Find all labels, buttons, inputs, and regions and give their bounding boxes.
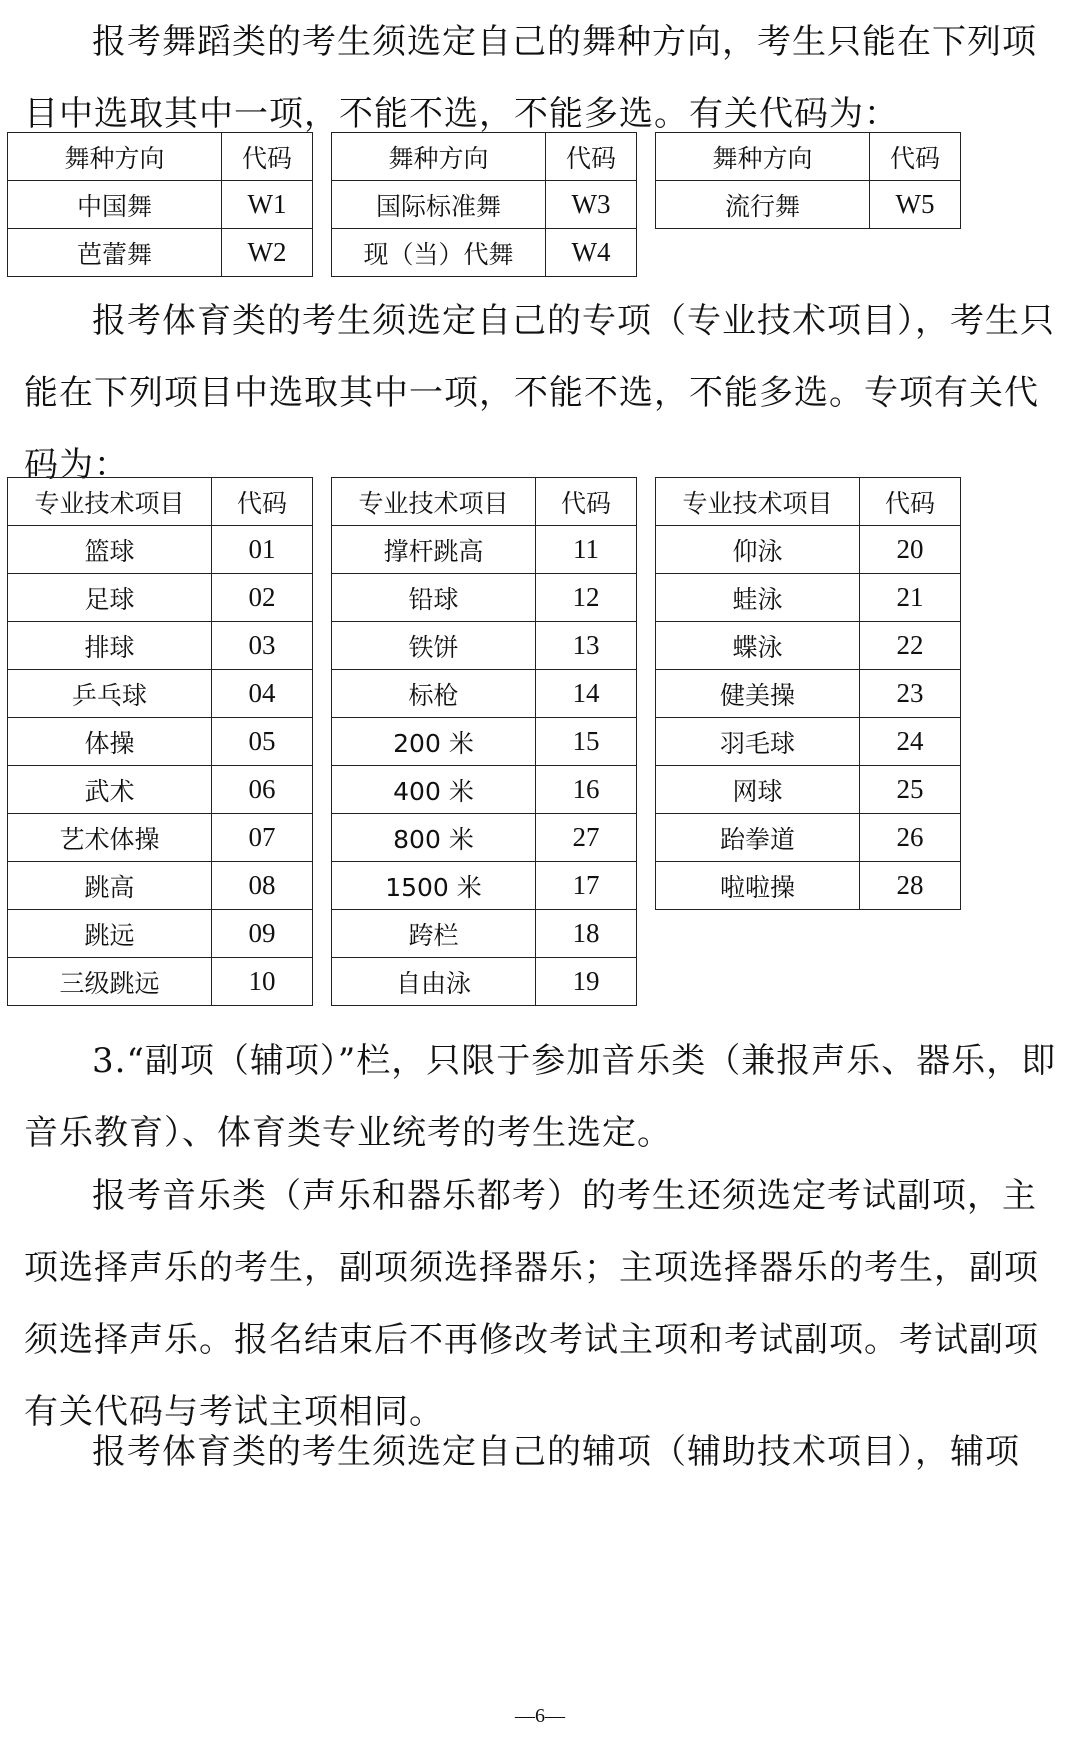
item-name-cell: 排球 (8, 622, 212, 670)
table-row (332, 526, 637, 574)
table-row (656, 181, 961, 229)
table-row (656, 574, 961, 622)
paragraph-music-secondary: 报考音乐类（声乐和器乐都考）的考生还须选定考试副项，主项选择声乐的考生，副项须选择器乐；主项选择器乐的考生，副项须选择声乐。报名结束后不再修改考试主项和考试副项。考试副项有关代码与考试主项相同。 (24, 1176, 1039, 1432)
item-name-cell: 体操 (8, 718, 212, 766)
table-row (332, 574, 637, 622)
item-name-cell: 芭蕾舞 (8, 229, 222, 277)
item-name-cell: 蝶泳 (656, 622, 860, 670)
header-cell-name: 舞种方向 (8, 133, 222, 181)
item-name-cell: 三级跳远 (8, 958, 212, 1006)
item-name-cell: 自由泳 (332, 958, 536, 1006)
item-code-cell: W5 (870, 181, 961, 229)
item-name-cell: 400 米 (332, 766, 536, 814)
item-code-cell: 20 (860, 526, 961, 574)
header-cell-name: 舞种方向 (656, 133, 870, 181)
item-code-cell: 09 (212, 910, 313, 958)
dance-table-2 (331, 132, 637, 277)
item-code-cell: 27 (536, 814, 637, 862)
dance-table-3 (655, 132, 961, 229)
header-cell-code: 代码 (860, 478, 961, 526)
table-row (656, 670, 961, 718)
item-name-cell: 铅球 (332, 574, 536, 622)
item-code-cell: 24 (860, 718, 961, 766)
item-code-cell: 11 (536, 526, 637, 574)
paragraph-sports-intro: 报考体育类的考生须选定自己的专项（专业技术项目），考生只能在下列项目中选取其中一项，不能不选，不能多选。专项有关代码为： (24, 301, 1055, 485)
table-row (332, 958, 637, 1006)
table-row (8, 814, 313, 862)
item-name-cell: 艺术体操 (8, 814, 212, 862)
item-code-cell: 26 (860, 814, 961, 862)
sports-table-body (8, 478, 313, 1006)
item-code-cell: 04 (212, 670, 313, 718)
table-row (8, 181, 313, 229)
item-code-cell: W1 (222, 181, 313, 229)
table-header-row (8, 478, 313, 526)
table-header-row (332, 478, 637, 526)
item-name-cell: 流行舞 (656, 181, 870, 229)
item-code-cell: W3 (546, 181, 637, 229)
item-code-cell: 13 (536, 622, 637, 670)
item-code-cell: 10 (212, 958, 313, 1006)
item-name-cell: 铁饼 (332, 622, 536, 670)
header-cell-name: 专业技术项目 (656, 478, 860, 526)
item-name-cell: 跳高 (8, 862, 212, 910)
item-name-cell: 800 米 (332, 814, 536, 862)
table-row (332, 862, 637, 910)
header-cell-code: 代码 (546, 133, 637, 181)
table-header-row (332, 133, 637, 181)
table-row (656, 718, 961, 766)
sports-table-body (332, 478, 637, 1006)
item-code-cell: 06 (212, 766, 313, 814)
table-row (656, 766, 961, 814)
sports-table-body (656, 478, 961, 910)
item-code-cell: 03 (212, 622, 313, 670)
table-row (8, 229, 313, 277)
item-code-cell: 02 (212, 574, 313, 622)
item-name-cell: 网球 (656, 766, 860, 814)
item-name-cell: 健美操 (656, 670, 860, 718)
item-code-cell: 18 (536, 910, 637, 958)
table-row (332, 229, 637, 277)
item-name-cell: 仰泳 (656, 526, 860, 574)
header-cell-name: 专业技术项目 (8, 478, 212, 526)
table-row (332, 622, 637, 670)
item-code-cell: 15 (536, 718, 637, 766)
table-row (332, 181, 637, 229)
item-name-cell: 1500 米 (332, 862, 536, 910)
table-row (332, 910, 637, 958)
table-row (656, 622, 961, 670)
table-row (332, 766, 637, 814)
table-row (332, 670, 637, 718)
table-header-row (656, 133, 961, 181)
item-name-cell: 乒乓球 (8, 670, 212, 718)
paragraph-secondary-item: 3.“副项（辅项）”栏，只限于参加音乐类（兼报声乐、器乐，即音乐教育）、体育类专业统考的考生选定。 (24, 1041, 1057, 1153)
header-cell-name: 舞种方向 (332, 133, 546, 181)
table-header-row (8, 133, 313, 181)
item-code-cell: 07 (212, 814, 313, 862)
paragraph-dance-intro: 报考舞蹈类的考生须选定自己的舞种方向，考生只能在下列项目中选取其中一项，不能不选，不能多选。有关代码为： (24, 22, 1037, 134)
table-row (656, 526, 961, 574)
sports-table-3 (655, 477, 961, 910)
table-row (656, 814, 961, 862)
dance-table-1 (7, 132, 313, 277)
item-name-cell: 200 米 (332, 718, 536, 766)
table-header-row (656, 478, 961, 526)
item-code-cell: 16 (536, 766, 637, 814)
item-name-cell: 跨栏 (332, 910, 536, 958)
table-row (656, 862, 961, 910)
item-name-cell: 国际标准舞 (332, 181, 546, 229)
item-name-cell: 啦啦操 (656, 862, 860, 910)
item-code-cell: 08 (212, 862, 313, 910)
header-cell-name: 专业技术项目 (332, 478, 536, 526)
table-row (8, 526, 313, 574)
item-code-cell: 21 (860, 574, 961, 622)
item-code-cell: 23 (860, 670, 961, 718)
item-code-cell: 05 (212, 718, 313, 766)
header-cell-code: 代码 (212, 478, 313, 526)
table-row (332, 718, 637, 766)
table-row (8, 862, 313, 910)
table-row (8, 766, 313, 814)
item-name-cell: 篮球 (8, 526, 212, 574)
dance-table-body (332, 133, 637, 277)
item-code-cell: 14 (536, 670, 637, 718)
item-name-cell: 蛙泳 (656, 574, 860, 622)
table-row (8, 622, 313, 670)
item-code-cell: 25 (860, 766, 961, 814)
item-code-cell: 22 (860, 622, 961, 670)
header-cell-code: 代码 (536, 478, 637, 526)
item-name-cell: 现（当）代舞 (332, 229, 546, 277)
table-row (8, 958, 313, 1006)
item-name-cell: 中国舞 (8, 181, 222, 229)
item-code-cell: 01 (212, 526, 313, 574)
dance-table-body (656, 133, 961, 229)
item-name-cell: 武术 (8, 766, 212, 814)
item-name-cell: 跳远 (8, 910, 212, 958)
table-row (8, 574, 313, 622)
table-row (8, 670, 313, 718)
table-row (8, 718, 313, 766)
table-row (332, 814, 637, 862)
header-cell-code: 代码 (870, 133, 961, 181)
item-code-cell: W4 (546, 229, 637, 277)
item-name-cell: 标枪 (332, 670, 536, 718)
header-cell-code: 代码 (222, 133, 313, 181)
item-code-cell: 19 (536, 958, 637, 1006)
item-name-cell: 足球 (8, 574, 212, 622)
page-number: —6— (515, 1705, 565, 1727)
item-code-cell: 12 (536, 574, 637, 622)
item-name-cell: 羽毛球 (656, 718, 860, 766)
sports-table-2 (331, 477, 637, 1006)
paragraph-sports-auxiliary: 报考体育类的考生须选定自己的辅项（辅助技术项目），辅项 (92, 1432, 1020, 1472)
item-code-cell: 17 (536, 862, 637, 910)
dance-table-body (8, 133, 313, 277)
item-code-cell: W2 (222, 229, 313, 277)
table-row (8, 910, 313, 958)
item-code-cell: 28 (860, 862, 961, 910)
item-name-cell: 跆拳道 (656, 814, 860, 862)
item-name-cell: 撑杆跳高 (332, 526, 536, 574)
sports-table-1 (7, 477, 313, 1006)
